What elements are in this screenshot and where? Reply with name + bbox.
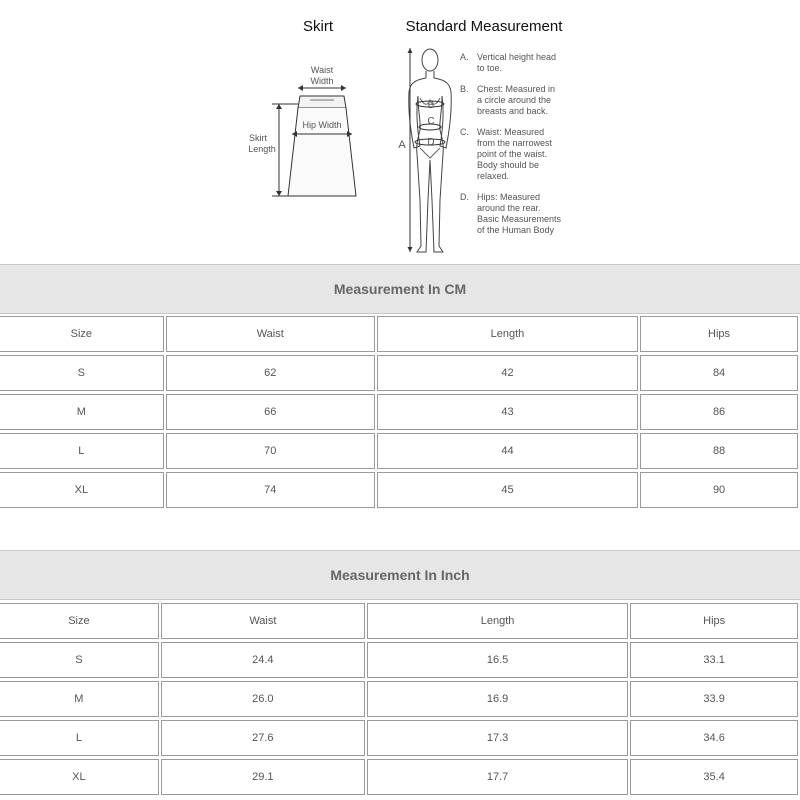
hips-cell: 34.6 <box>630 720 798 756</box>
note-c-letter: C. <box>460 127 469 137</box>
hips-cell: 90 <box>640 472 798 508</box>
waist-cell: 62 <box>166 355 375 391</box>
size-cell: L <box>0 433 164 469</box>
size-cell: S <box>0 642 159 678</box>
skirt-drawing <box>272 85 356 196</box>
marker-d: D <box>427 137 435 148</box>
inch-table-title: Measurement In Inch <box>0 550 800 600</box>
cm-size-table <box>0 313 800 511</box>
body-figure-drawing <box>408 48 452 252</box>
note-a-letter: A. <box>460 52 469 62</box>
size-cell: L <box>0 720 159 756</box>
note-b-letter: B. <box>460 84 469 94</box>
hip-width-label: Hip Width <box>302 120 342 130</box>
waist-cell: 74 <box>166 472 375 508</box>
table-row <box>0 355 798 391</box>
note-c-line-4: Body should be <box>477 160 540 170</box>
length-cell: 45 <box>377 472 638 508</box>
measurement-diagram <box>0 0 800 262</box>
hips-cell: 33.1 <box>630 642 798 678</box>
table-row <box>0 433 798 469</box>
hips-cell: 84 <box>640 355 798 391</box>
waist-cell: 26.0 <box>161 681 365 717</box>
header-size: Size <box>0 603 159 639</box>
table-row <box>0 642 798 678</box>
size-cell: XL <box>0 759 159 795</box>
measurement-illustration <box>0 0 800 262</box>
marker-c: C <box>427 116 435 127</box>
size-cell: M <box>0 681 159 717</box>
skirt-length-label-2: Length <box>248 144 276 154</box>
measurement-notes <box>460 52 562 235</box>
marker-a: A <box>398 139 406 151</box>
waist-cell: 29.1 <box>161 759 365 795</box>
length-cell: 16.5 <box>367 642 628 678</box>
standard-measurement-title: Standard Measurement <box>405 18 563 35</box>
hips-cell: 86 <box>640 394 798 430</box>
length-cell: 17.7 <box>367 759 628 795</box>
table-row <box>0 720 798 756</box>
header-hips: Hips <box>630 603 798 639</box>
header-length: Length <box>377 316 638 352</box>
cm-table-title: Measurement In CM <box>0 264 800 314</box>
hips-cell: 35.4 <box>630 759 798 795</box>
table-row <box>0 759 798 795</box>
header-hips: Hips <box>640 316 798 352</box>
hips-cell: 33.9 <box>630 681 798 717</box>
note-b-line-1: Chest: Measured in <box>477 84 556 94</box>
note-d-line-2: around the rear. <box>477 203 541 213</box>
size-cell: M <box>0 394 164 430</box>
size-cell: S <box>0 355 164 391</box>
length-cell: 17.3 <box>367 720 628 756</box>
table-header-row <box>0 603 798 639</box>
waist-cell: 70 <box>166 433 375 469</box>
note-a-line-1: Vertical height head <box>477 52 557 62</box>
waist-cell: 66 <box>166 394 375 430</box>
header-length: Length <box>367 603 628 639</box>
waist-width-label-1: Waist <box>310 65 334 75</box>
length-cell: 42 <box>377 355 638 391</box>
note-c-line-5: relaxed. <box>477 171 510 181</box>
note-b-line-2: a circle around the <box>477 95 552 105</box>
header-waist: Waist <box>166 316 375 352</box>
inch-size-table <box>0 600 800 798</box>
marker-b: B <box>427 100 435 111</box>
length-cell: 44 <box>377 433 638 469</box>
waist-cell: 27.6 <box>161 720 365 756</box>
length-cell: 16.9 <box>367 681 628 717</box>
note-c-line-1: Waist: Measured <box>477 127 545 137</box>
hips-cell: 88 <box>640 433 798 469</box>
waist-width-label-2: Width <box>310 76 334 86</box>
note-d-line-1: Hips: Measured <box>477 192 541 202</box>
skirt-title: Skirt <box>303 18 333 35</box>
table-row <box>0 394 798 430</box>
note-c-line-3: point of the waist. <box>477 149 548 159</box>
note-d-letter: D. <box>460 192 469 202</box>
header-size: Size <box>0 316 164 352</box>
header-waist: Waist <box>161 603 365 639</box>
skirt-length-label-1: Skirt <box>249 133 267 143</box>
table-header-row <box>0 316 798 352</box>
length-cell: 43 <box>377 394 638 430</box>
note-d-line-4: of the Human Body <box>477 225 555 235</box>
note-b-line-3: breasts and back. <box>477 106 549 116</box>
note-d-line-3: Basic Measurements <box>477 214 562 224</box>
waist-cell: 24.4 <box>161 642 365 678</box>
table-row <box>0 472 798 508</box>
note-a-line-2: to toe. <box>477 63 503 73</box>
table-row <box>0 681 798 717</box>
note-c-line-2: from the narrowest <box>477 138 553 148</box>
size-cell: XL <box>0 472 164 508</box>
